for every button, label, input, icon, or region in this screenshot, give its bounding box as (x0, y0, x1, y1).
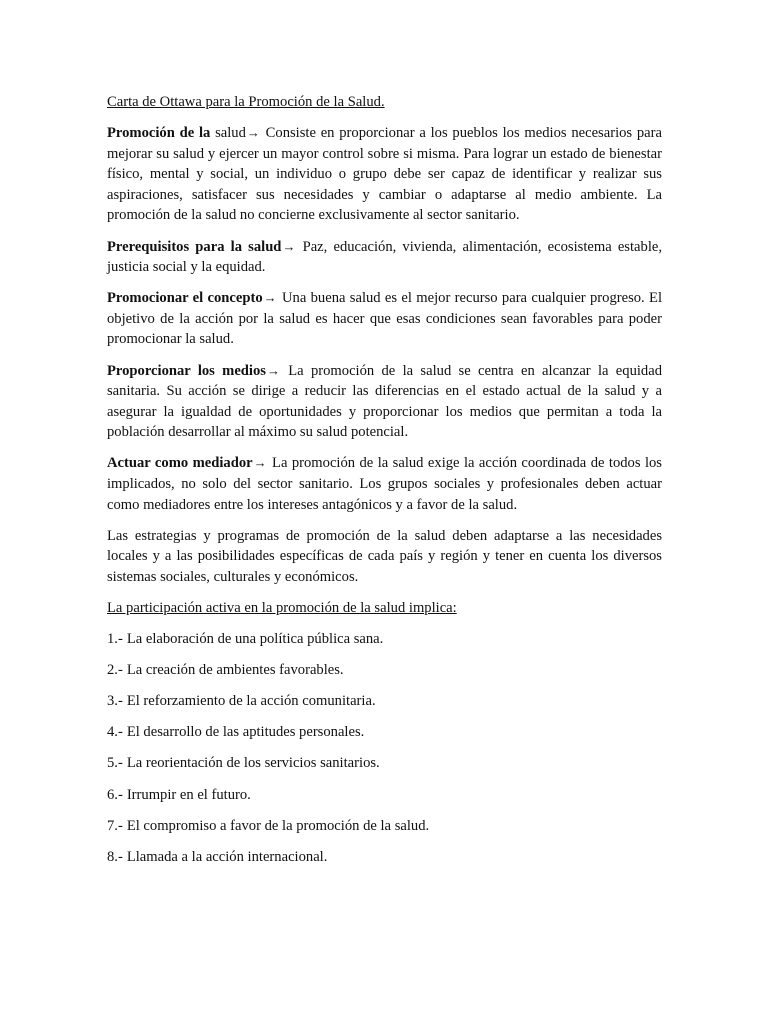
list-item (107, 691, 662, 712)
list-item-text: Irrumpir en el futuro. (126, 786, 251, 803)
list-item-number: 4.- (107, 724, 123, 741)
section-lead: Proporcionar los medios (107, 362, 266, 379)
section-body: Consiste en proporcionar a los pueblos los medios necesarios para mejorar su salud y ejercer un mayor control sobre si misma. Para lograr un estado de bienestar físico, mental y social, un individuo o grupo debe ser capaz de identificar y realizar sus aspiraciones, satisfacer sus necesidades y cambiar o adaptarse al medio ambiente. La promoción de la salud no concierne exclusivamente al sector sanitario. (107, 125, 662, 224)
strategies-paragraph: Las estrategias y programas de promoción de la salud deben adaptarse a las necesidades locales y a las posibilidades específicas de cada país y región y tener en cuenta los diversos sistemas sociales, culturales y económicos. (107, 527, 662, 585)
list-item-number: 2.- (107, 662, 123, 679)
list-item-number: 3.- (107, 693, 123, 710)
section-body: Paz, educación, vivienda, alimentación, ecosistema estable, justicia social y la equidad. (107, 238, 662, 276)
section-body: Una buena salud es el mejor recurso para cualquier progreso. El objetivo de la acción por la salud es hacer que esas condiciones sean favorables para poder promocionar la salud. (107, 290, 662, 348)
list-item-text: Llamada a la acción internacional. (126, 848, 328, 865)
list-heading: La participación activa en la promoción de la salud implica: (107, 599, 457, 616)
list-item-number: 1.- (107, 631, 123, 648)
list-item-text: La elaboración de una política pública sana. (126, 631, 384, 648)
list-item (107, 847, 662, 868)
section-body: La promoción de la salud exige la acción coordinada de todos los implicados, no solo del sector sanitario. Los grupos sociales y profesionales deben actuar como mediadores entre los intereses antagónicos y a favor de la salud. (107, 455, 662, 513)
section-lead: Promocionar el concepto (107, 290, 263, 307)
list-item (107, 660, 662, 681)
section-lead: Actuar como mediador (107, 455, 253, 472)
section-lead: Prerequisitos para la salud (107, 238, 282, 255)
list-item (107, 816, 662, 837)
right-arrow-icon: → (266, 362, 280, 378)
list-item-number: 6.- (107, 786, 123, 803)
section-lead-rest: salud (210, 125, 246, 142)
list-item-text: La creación de ambientes favorables. (126, 662, 344, 679)
section-promocionar (107, 288, 662, 350)
section-proporcionar (107, 361, 662, 443)
section-body: La promoción de la salud se centra en alcanzar la equidad sanitaria. Su acción se dirige a reducir las diferencias en el estado actual de la salud y a asegurar la igualdad de oportunidades y proporcionar los medios que permitan a toda la población desarrollar al máximo su salud potencial. (107, 362, 663, 441)
list-item (107, 722, 662, 743)
list-item (107, 785, 662, 806)
list-item-number: 8.- (107, 848, 123, 865)
list-item-text: El reforzamiento de la acción comunitaria. (126, 693, 376, 710)
list-item-number: 7.- (107, 817, 123, 834)
list-item-text: El compromiso a favor de la promoción de la salud. (126, 817, 430, 834)
list-item-text: La reorientación de los servicios sanitarios. (126, 755, 380, 772)
right-arrow-icon: → (246, 125, 260, 141)
list-item (107, 629, 662, 650)
list-item-number: 5.- (107, 755, 123, 772)
document-title: Carta de Ottawa para la Promoción de la Salud. (107, 94, 385, 110)
list-item (107, 753, 662, 774)
right-arrow-icon: → (253, 455, 267, 471)
section-promocion (107, 123, 662, 226)
right-arrow-icon: → (263, 290, 277, 306)
section-actuar (107, 453, 662, 515)
section-prerequisitos (107, 237, 662, 278)
list-item-text: El desarrollo de las aptitudes personales. (126, 724, 365, 741)
right-arrow-icon: → (282, 238, 296, 254)
section-lead: Promoción de la (107, 125, 211, 142)
